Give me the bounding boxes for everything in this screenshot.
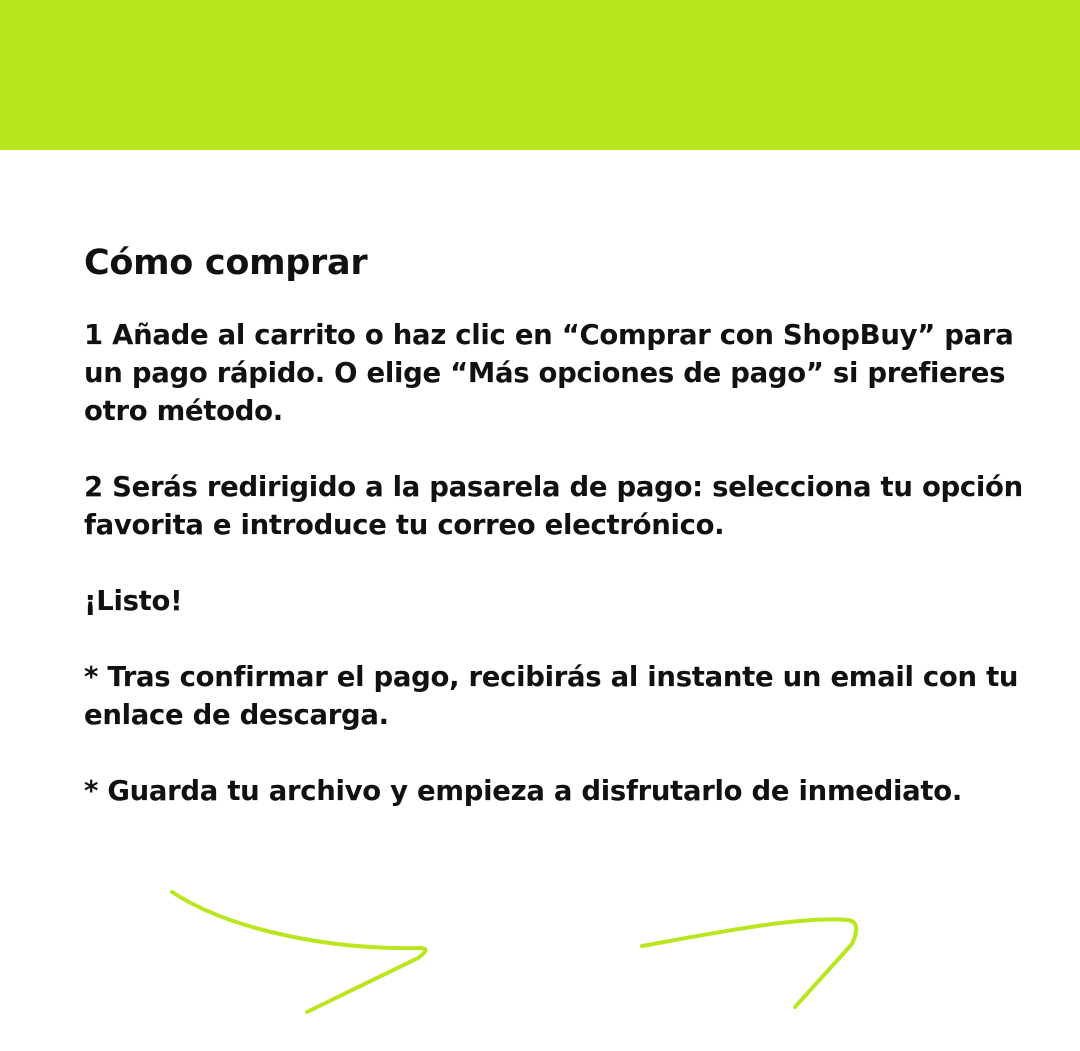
how-to-buy-section xyxy=(84,240,1044,848)
right-curved-arrow-icon xyxy=(642,919,856,1007)
note-1-text: * Tras confirmar el pago, recibirás al instante un email con tu enlace de descarga. xyxy=(84,661,1019,731)
step-1-text: 1 Añade al carrito o haz clic en “Comprar con ShopBuy” para un pago rápido. O elige “Más opciones de pago” si prefieres otro método. xyxy=(84,319,1014,427)
done-text: ¡Listo! xyxy=(84,585,183,617)
page-title: Cómo comprar xyxy=(84,243,368,283)
left-curved-arrow-icon xyxy=(172,892,426,1012)
decorative-arrows xyxy=(0,860,1080,1051)
note-2-text: * Guarda tu archivo y empieza a disfrutarlo de inmediato. xyxy=(84,775,963,807)
step-2-text: 2 Serás redirigido a la pasarela de pago: selecciona tu opción favorita e introduce tu correo electrónico. xyxy=(84,471,1023,541)
top-accent-band xyxy=(0,0,1080,150)
